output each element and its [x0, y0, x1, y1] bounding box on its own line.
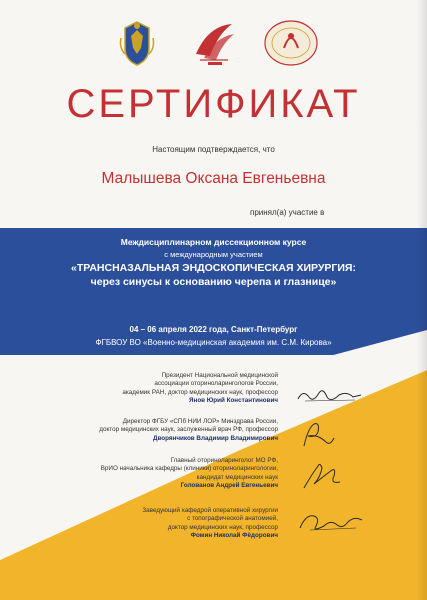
signatory-3-name: Голованов Андрей Евгеньевич	[180, 482, 278, 490]
confirm-text: Настоящим подтверждается, что	[152, 145, 275, 154]
signature-3	[300, 460, 345, 492]
signatory-1-line-1: Президент Национальной медицинской	[161, 372, 278, 379]
course-venue: ФГБВОУ ВО «Военно-медицинская академия им. С.М. Кирова»	[95, 338, 332, 347]
signatory-3-line-1: Главный оториноларинголог МО РФ,	[170, 457, 278, 464]
signatory-1-line-2: ассоциации оториноларингологов России,	[154, 380, 278, 388]
signatory-2-line-2: доктор медицинских наук, заслуженный врач РФ, профессор	[99, 426, 278, 434]
signatory-4-line-2: с топографической анатомией,	[187, 515, 278, 523]
course-type: Междисциплинарном диссекционном курсе	[120, 237, 307, 247]
course-international: с международным участием	[164, 250, 263, 259]
signatory-2-name: Дворянчиков Владимир Владимирович	[152, 434, 278, 442]
certificate-title: СЕРТИФИКАТ	[66, 82, 361, 126]
signatory-4	[88, 507, 278, 541]
signatory-3-line-3: кандидат медицинских наук	[196, 473, 278, 481]
signature-1	[295, 385, 365, 407]
course-dates: 04 – 06 апреля 2022 года, Санкт-Петербург	[129, 325, 298, 334]
signatory-1	[88, 372, 278, 406]
ent-institute-emblem-icon	[262, 18, 320, 68]
academy-coat-of-arms-icon	[115, 18, 159, 68]
participation-text: принял(а) участие в	[250, 208, 325, 217]
yellow-stripe	[0, 355, 427, 362]
ent-society-logo-icon	[188, 18, 242, 68]
signatory-1-line-3: академик РАН, доктор медицинских наук, профессор	[122, 388, 278, 396]
course-title-line-2: через синусы к основанию черепа и глазнице»	[90, 276, 337, 288]
signatory-4-name: Фомин Николай Фёдорович	[190, 532, 278, 540]
signatory-4-line-1: Заведующий кафедрой оперативной хирургии	[142, 507, 278, 514]
signatory-3	[88, 457, 278, 491]
recipient-name: Малышева Оксана Евгеньевна	[101, 170, 326, 187]
signatory-3-line-2: ВрИО начальника кафедры (клиники) оториноларингологии,	[100, 465, 278, 473]
signatory-1-name: Янов Юрий Константинович	[188, 397, 278, 405]
signature-4	[296, 508, 366, 536]
signatory-2-line-1: Директор ФГБУ «СПб НИИ ЛОР» Минздрава России,	[122, 418, 278, 425]
signatory-4-line-3: доктор медицинских наук, профессор	[167, 523, 278, 531]
signature-2	[298, 420, 338, 450]
signatory-2	[88, 418, 278, 443]
course-title-line-1: «ТРАНСНАЗАЛЬНАЯ ЭНДОСКОПИЧЕСКАЯ ХИРУРГИЯ:	[71, 262, 356, 274]
